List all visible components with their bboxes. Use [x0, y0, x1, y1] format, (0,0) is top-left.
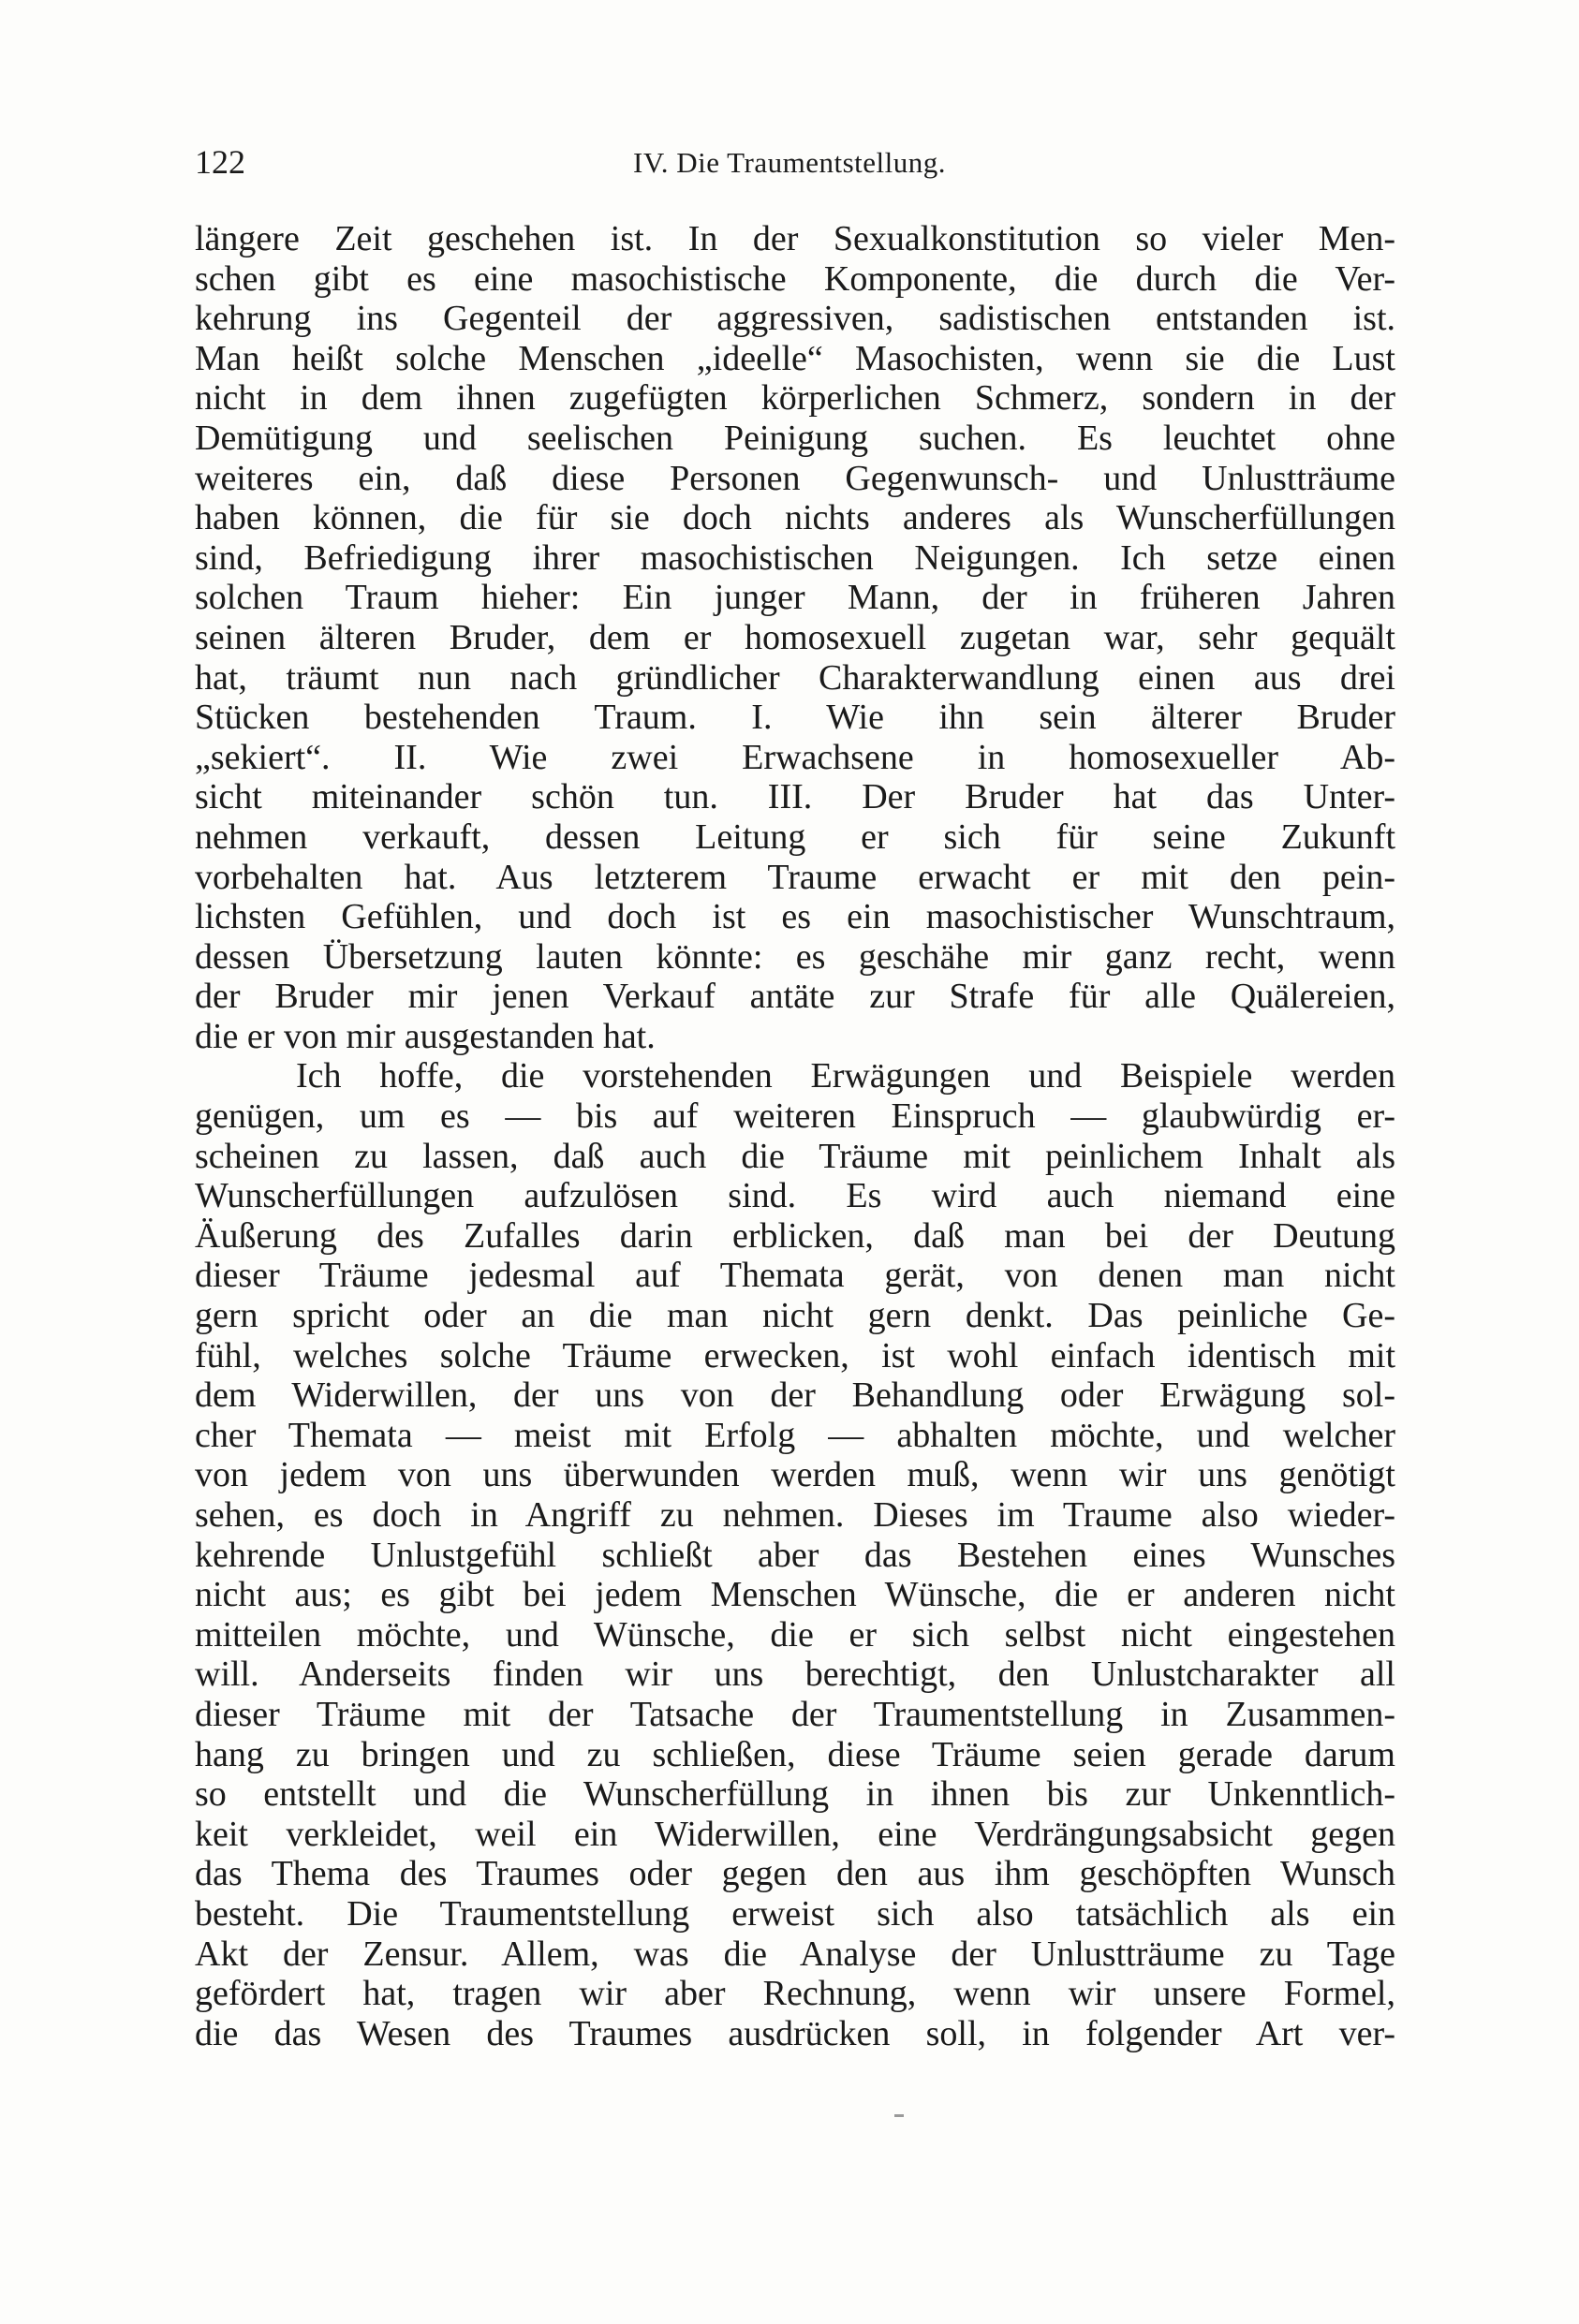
text-line: gern spricht oder an die man nicht gern denkt. Das peinliche Ge-	[195, 1296, 1395, 1336]
text-line: Wunscherfüllungen aufzulösen sind. Es wird auch niemand eine	[195, 1176, 1395, 1216]
chapter-title: IV. Die Traumentstellung.	[633, 146, 946, 179]
text-line: cher Themata — meist mit Erfolg — abhalten möchte, und welcher	[195, 1415, 1395, 1455]
text-line: keit verkleidet, weil ein Widerwillen, eine Verdrängungsabsicht gegen	[195, 1814, 1395, 1854]
text-line: lichsten Gefühlen, und doch ist es ein masochistischer Wunschtraum,	[195, 897, 1395, 937]
text-line: von jedem von uns überwunden werden muß, wenn wir uns genötigt	[195, 1455, 1395, 1495]
text-line: weiteres ein, daß diese Personen Gegenwunsch- und Unlustträume	[195, 458, 1395, 498]
text-line: sind, Befriedigung ihrer masochistischen Neigungen. Ich setze einen	[195, 537, 1395, 578]
text-line: solchen Traum hieher: Ein junger Mann, der in früheren Jahren	[195, 578, 1395, 618]
text-line: dieser Träume mit der Tatsache der Traumentstellung in Zusammen-	[195, 1694, 1395, 1734]
text-line: will. Anderseits finden wir uns berechtigt, den Unlustcharakter all	[195, 1655, 1395, 1695]
text-line: längere Zeit geschehen ist. In der Sexualkonstitution so vieler Men-	[195, 219, 1395, 258]
text-line: das Thema des Traumes oder gegen den aus ihm geschöpften Wunsch	[195, 1854, 1395, 1894]
text-line: scheinen zu lassen, daß auch die Träume mit peinlichem Inhalt als	[195, 1136, 1395, 1176]
paragraph-1	[195, 219, 1395, 1056]
text-line: nehmen verkauft, dessen Leitung er sich für seine Zukunft	[195, 816, 1395, 857]
running-head	[195, 140, 1384, 187]
text-line: fühl, welches solche Träume erwecken, ist wohl einfach identisch mit	[195, 1335, 1395, 1375]
text-line: kehrende Unlustgefühl schließt aber das Bestehen eines Wunsches	[195, 1535, 1395, 1575]
print-speck	[894, 2114, 904, 2117]
text-line: schen gibt es eine masochistische Komponente, die durch die Ver-	[195, 258, 1395, 299]
text-line: seinen älteren Bruder, dem er homosexuell zugetan war, sehr gequält	[195, 617, 1395, 657]
text-line: vorbehalten hat. Aus letzterem Traume erwacht er mit den pein-	[195, 857, 1395, 897]
text-line: der Bruder mir jenen Verkauf antäte zur Strafe für alle Quälereien,	[195, 977, 1395, 1017]
text-line: dem Widerwillen, der uns von der Behandlung oder Erwägung sol-	[195, 1375, 1395, 1416]
paragraph-2	[195, 1056, 1395, 2053]
text-line: „sekiert“. II. Wie zwei Erwachsene in homosexueller Ab-	[195, 737, 1395, 777]
text-line: gefördert hat, tragen wir aber Rechnung, wenn wir unsere Formel,	[195, 1974, 1395, 2014]
text-line: sicht miteinander schön tun. III. Der Bruder hat das Unter-	[195, 777, 1395, 817]
text-line: sehen, es doch in Angriff zu nehmen. Dieses im Traume also wieder-	[195, 1495, 1395, 1535]
text-line: hang zu bringen und zu schließen, diese Träume seien gerade darum	[195, 1734, 1395, 1774]
text-line: Man heißt solche Menschen „ideelle“ Masochisten, wenn sie die Lust	[195, 338, 1395, 378]
text-line: nicht aus; es gibt bei jedem Menschen Wünsche, die er anderen nicht	[195, 1575, 1395, 1615]
text-line: Demütigung und seelischen Peinigung suchen. Es leuchtet ohne	[195, 418, 1395, 458]
text-line: haben können, die für sie doch nichts anderes als Wunscherfüllungen	[195, 498, 1395, 538]
body-text	[195, 219, 1395, 2053]
text-line: Akt der Zensur. Allem, was die Analyse der Unlustträume zu Tage	[195, 1934, 1395, 1974]
text-line: dieser Träume jedesmal auf Themata gerät, von denen man nicht	[195, 1256, 1395, 1296]
text-line: hat, träumt nun nach gründlicher Charakterwandlung einen aus drei	[195, 657, 1395, 698]
text-line: dessen Übersetzung lauten könnte: es geschähe mir ganz recht, wenn	[195, 936, 1395, 977]
page-number: 122	[195, 143, 245, 181]
text-line: genügen, um es — bis auf weiteren Einspruch — glaubwürdig er-	[195, 1096, 1395, 1137]
text-line: Stücken bestehenden Traum. I. Wie ihn sein älterer Bruder	[195, 698, 1395, 738]
text-line: die das Wesen des Traumes ausdrücken soll, in folgender Art ver-	[195, 2013, 1395, 2053]
text-line: Äußerung des Zufalles darin erblicken, daß man bei der Deutung	[195, 1215, 1395, 1256]
text-line: mitteilen möchte, und Wünsche, die er sich selbst nicht eingestehen	[195, 1614, 1395, 1655]
text-line: die er von mir ausgestanden hat.	[195, 1016, 656, 1056]
text-line: besteht. Die Traumentstellung erweist sich also tatsächlich als ein	[195, 1893, 1395, 1934]
text-line: nicht in dem ihnen zugefügten körperlichen Schmerz, sondern in der	[195, 378, 1395, 419]
text-line: kehrung ins Gegenteil der aggressiven, sadistischen entstanden ist.	[195, 299, 1395, 339]
text-line: so entstellt und die Wunscherfüllung in ihnen bis zur Unkenntlich-	[195, 1774, 1395, 1815]
text-line: Ich hoffe, die vorstehenden Erwägungen und Beispiele werden	[296, 1056, 1395, 1096]
